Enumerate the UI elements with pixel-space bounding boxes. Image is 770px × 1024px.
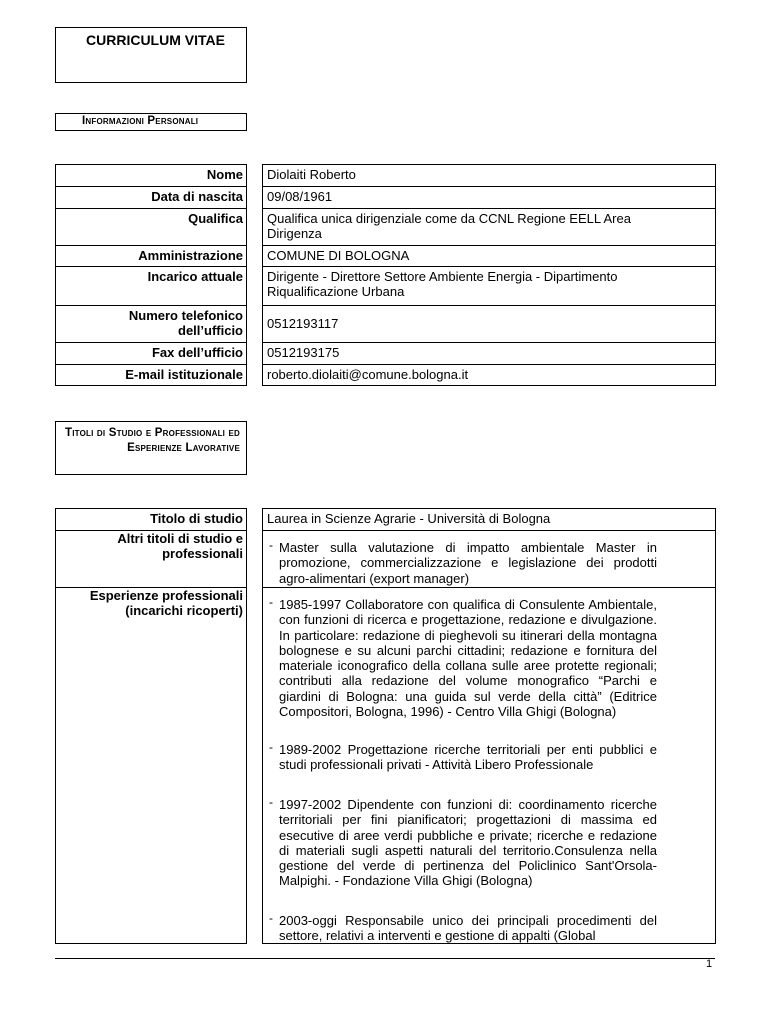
- label-qualifica: Qualifica: [188, 211, 243, 226]
- personal-info-heading: Informazioni Personali: [82, 115, 199, 127]
- titles-labels-column: [55, 508, 247, 944]
- bullet-dash: -: [269, 595, 273, 609]
- bullet-dash: -: [269, 795, 273, 809]
- titles-heading-box: [55, 421, 247, 475]
- value-qualifica: Qualifica unica dirigenziale come da CCNL Regione EELL Area Dirigenza: [267, 211, 631, 241]
- value-titolo-studio: Laurea in Scienze Agrarie - Università di Bologna: [267, 511, 551, 526]
- esperienza-item: [269, 911, 657, 944]
- label-amministrazione: Amministrazione: [138, 248, 243, 263]
- value-email: roberto.diolaiti@comune.bologna.it: [267, 367, 469, 382]
- footer-rule: [55, 958, 715, 959]
- value-fax: 0512193175: [267, 345, 340, 360]
- esperienza-item: [269, 740, 657, 773]
- esperienza-item: [269, 595, 657, 720]
- bullet-dash: -: [269, 538, 273, 552]
- value-amministrazione: COMUNE DI BOLOGNA: [267, 248, 410, 263]
- bullet-dash: -: [269, 740, 273, 754]
- altri-titoli-text: Master sulla valutazione di impatto ambientale Master in promozione, commercializzazione e legislazione dei prodotti agro-alimentari (export manager): [279, 540, 657, 586]
- page-number: 1: [706, 958, 713, 970]
- label-nome: Nome: [206, 167, 243, 182]
- value-nome: Diolaiti Roberto: [267, 167, 356, 182]
- value-incarico: Dirigente - Direttore Settore Ambiente Energia - Dipartimento Riqualificazione Urbana: [267, 269, 618, 299]
- label-telefono: Numero telefonico dell’ufficio: [128, 308, 243, 338]
- bullet-dash: -: [269, 911, 273, 925]
- esperienza-text: 1985-1997 Collaboratore con qualifica di Consulente Ambientale, con funzioni di ricerca e progettazione, redazione e divulgazione. In particolare: redazione di pieghevoli su itinerari della montagna bolognese e su alcuni parchi cittadini; redazione e fornitura del materiale iconografico della collana sulle aree protette regionali; contributi alla redazione del volume monografico “Parchi e giardini di Bologna: una guida sul verde della città” (Editrice Compositori, Bologna, 1996) - Centro Villa Ghigi (Bologna): [279, 597, 657, 720]
- label-titolo-studio: Titolo di studio: [150, 511, 243, 526]
- esperienza-text: 1997-2002 Dipendente con funzioni di: coordinamento ricerche territoriali per fini pianificatori; progettazioni di massima ed esecutive di aree verdi pubbliche e private; ricerche e redazione di materiali sugli aspetti naturali del territorio.Consulenza nella gestione del verde di pertinenza del Policlinico Sant'Orsola-Malpighi. - Fondazione Villa Ghigi (Bologna): [279, 797, 657, 889]
- cv-title: CURRICULUM VITAE: [86, 32, 225, 48]
- label-email: E-mail istituzionale: [125, 367, 243, 382]
- label-esperienze: Esperienze professionali (incarichi ricoperti): [89, 588, 243, 618]
- value-data-nascita: 09/08/1961: [267, 189, 333, 204]
- esperienza-text: 2003-oggi Responsabile unico dei principali procedimenti del settore, relativi a interventi e gestione di appalti (Global: [279, 913, 657, 944]
- personal-info-heading-box: [55, 113, 247, 131]
- label-incarico: Incarico attuale: [147, 269, 243, 284]
- esperienza-item: [269, 795, 657, 889]
- label-data-nascita: Data di nascita: [151, 189, 243, 204]
- value-telefono: 0512193117: [267, 316, 339, 331]
- label-altri-titoli: Altri titoli di studio e professionali: [117, 531, 243, 561]
- cv-title-box: [55, 27, 247, 83]
- label-fax: Fax dell’ufficio: [151, 345, 243, 360]
- esperienza-text: 1989-2002 Progettazione ricerche territoriali per enti pubblici e studi professionali privati - Attività Libero Professionale: [279, 742, 657, 773]
- titles-heading: Titoli di Studio e Professionali ed Esperienze Lavorative: [65, 427, 240, 454]
- altri-titoli-item: [269, 538, 657, 586]
